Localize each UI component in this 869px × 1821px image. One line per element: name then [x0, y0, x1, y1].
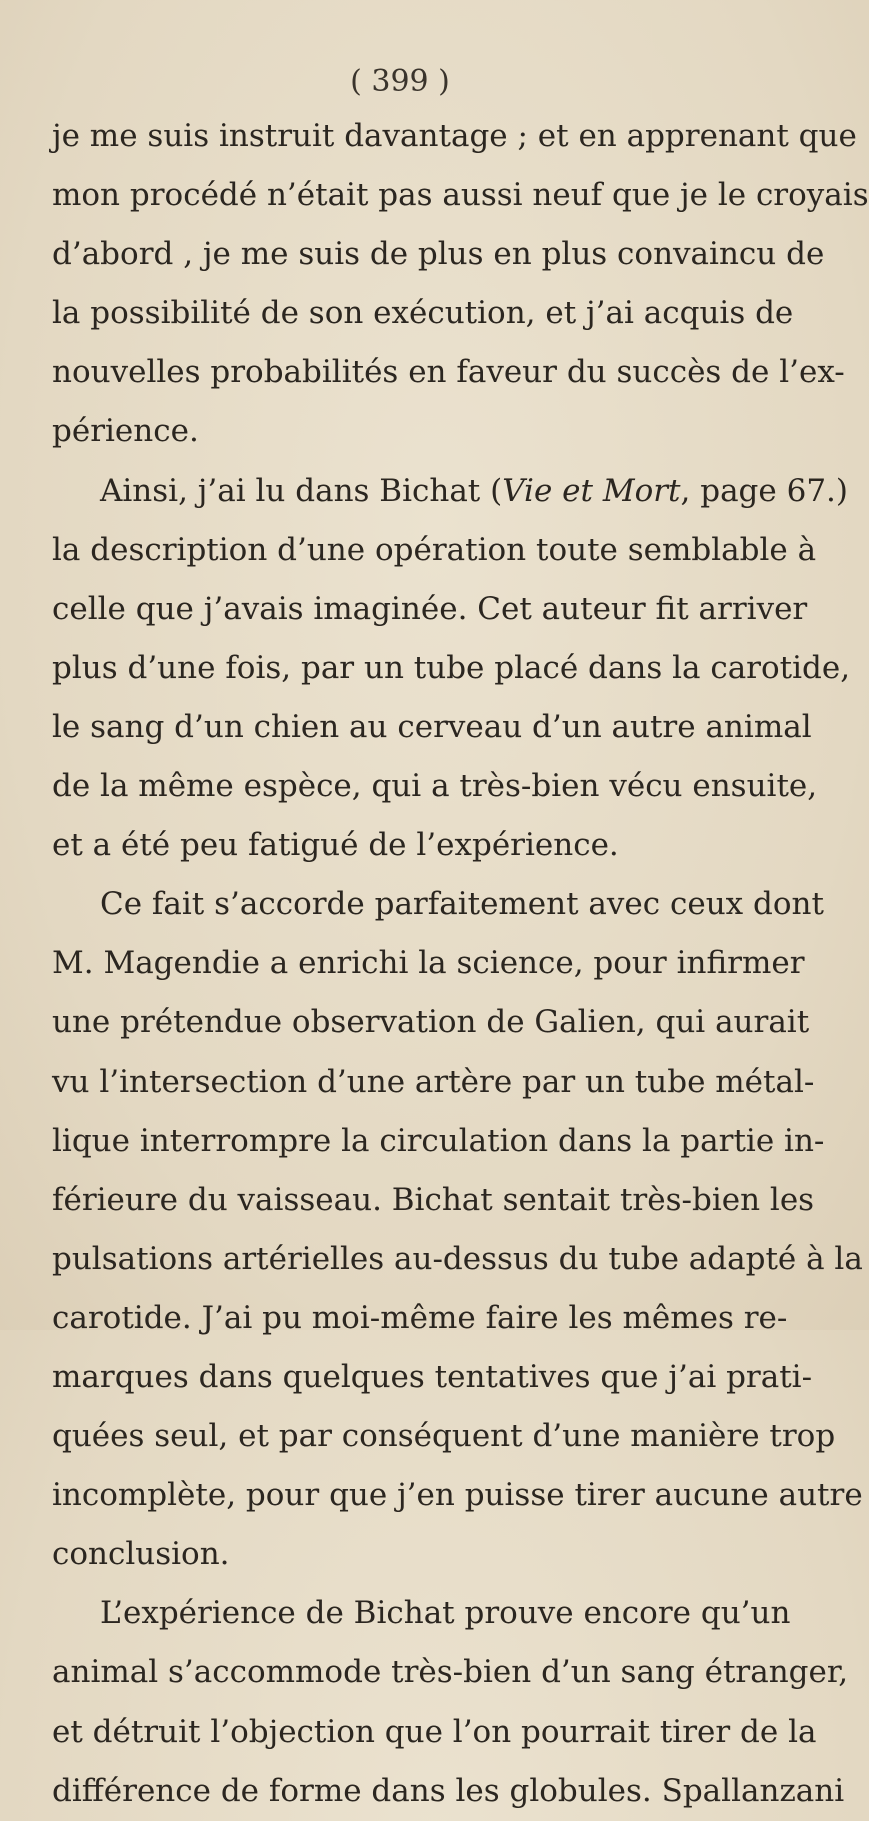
text-line: mon procédé n’était pas aussi neuf que je le croyais	[52, 177, 869, 214]
text-line: différence de forme dans les globules. Spallanzani	[52, 1772, 845, 1809]
text-line: de la même espèce, qui a très-bien vécu ensuite,	[52, 768, 818, 805]
text-line: conclusion.	[52, 1536, 230, 1573]
text-line: lique interrompre la circulation dans la partie in-	[52, 1122, 825, 1159]
text-line: M. Magendie a enrichi la science, pour infirmer	[52, 945, 805, 982]
text-line: Ce fait s’accorde parfaitement avec ceux dont	[100, 886, 824, 923]
text-line: pulsations artérielles au-dessus du tube adapté à la	[52, 1240, 863, 1277]
text-line: et détruit l’objection que l’on pourrait tirer de la	[52, 1713, 817, 1750]
text-line: vu l’intersection d’une artère par un tube métal-	[52, 1063, 815, 1100]
text-line: et a été peu fatigué de l’expérience.	[52, 827, 619, 864]
text-line: je me suis instruit davantage ; et en apprenant que	[52, 118, 857, 154]
citation-rest: , page 67.)	[680, 472, 848, 509]
text-line: une prétendue observation de Galien, qui aurait	[52, 1004, 810, 1041]
text-line: carotide. J’ai pu moi-même faire les mêmes re-	[52, 1299, 788, 1336]
text-line: le sang d’un chien au cerveau d’un autre animal	[52, 708, 812, 745]
citation-title: Vie et Mort	[502, 472, 681, 509]
text-line: périence.	[52, 413, 199, 450]
text-line: celle que j’avais imaginée. Cet auteur fit arriver	[52, 590, 808, 627]
page-number: ( 399 )	[350, 64, 450, 99]
text-line: férieure du vaisseau. Bichat sentait très-bien les	[52, 1181, 815, 1218]
text-line: animal s’accommode très-bien d’un sang étranger,	[52, 1654, 849, 1691]
text-line: plus d’une fois, par un tube placé dans la carotide,	[52, 649, 851, 686]
text-line: quées seul, et par conséquent d’une manière trop	[52, 1418, 836, 1455]
text-line: nouvelles probabilités en faveur du succès de l’ex-	[52, 354, 845, 391]
text-line: la possibilité de son exécution, et j’ai acquis de	[52, 295, 794, 332]
text-line: incomplète, pour que j’en puisse tirer aucune autre	[52, 1477, 863, 1514]
text-line: marques dans quelques tentatives que j’ai prati-	[52, 1358, 813, 1395]
text-line: d’abord , je me suis de plus en plus convaincu de	[52, 236, 825, 273]
citation-lead: Ainsi, j’ai lu dans Bichat (	[100, 472, 503, 509]
text-line: L’expérience de Bichat prouve encore qu’un	[100, 1595, 791, 1632]
text-line: la description d’une opération toute semblable à	[52, 531, 817, 568]
body-text	[52, 107, 869, 1821]
text-line-citation	[52, 462, 848, 521]
